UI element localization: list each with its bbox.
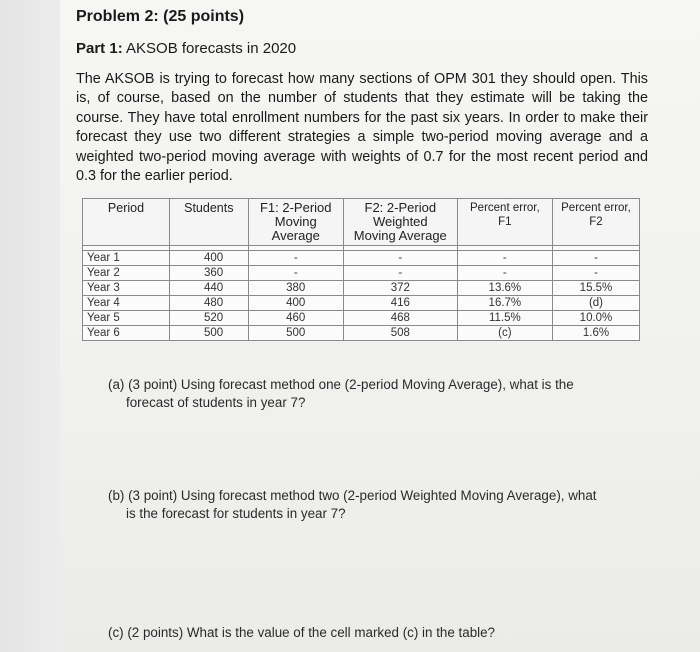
table-row bbox=[83, 251, 640, 266]
table-row bbox=[83, 326, 640, 341]
cell-f2: 508 bbox=[343, 326, 457, 341]
cell-pe1: - bbox=[457, 251, 552, 266]
cell-f2: - bbox=[343, 266, 457, 281]
header-f2: F2: 2-Period Weighted Moving Average bbox=[343, 199, 457, 246]
cell-students: 480 bbox=[169, 296, 248, 311]
left-margin-shadow bbox=[0, 0, 60, 652]
table-row bbox=[83, 311, 640, 326]
cell-pe2: (d) bbox=[552, 296, 639, 311]
table-row bbox=[83, 296, 640, 311]
part-text: AKSOB forecasts in 2020 bbox=[126, 40, 297, 57]
cell-f1: 380 bbox=[248, 281, 343, 296]
cell-period: Year 3 bbox=[83, 281, 170, 296]
table-row bbox=[83, 281, 640, 296]
cell-f1: 400 bbox=[248, 296, 343, 311]
cell-period: Year 2 bbox=[83, 266, 170, 281]
cell-period: Year 5 bbox=[83, 311, 170, 326]
cell-pe1: 13.6% bbox=[457, 281, 552, 296]
cell-pe1: (c) bbox=[457, 326, 552, 341]
part-heading bbox=[76, 40, 296, 57]
part-label: Part 1: bbox=[76, 40, 123, 57]
cell-period: Year 6 bbox=[83, 326, 170, 341]
cell-f2: 416 bbox=[343, 296, 457, 311]
cell-f2: - bbox=[343, 251, 457, 266]
cell-f2: 468 bbox=[343, 311, 457, 326]
cell-period: Year 1 bbox=[83, 251, 170, 266]
cell-students: 520 bbox=[169, 311, 248, 326]
cell-pe1: - bbox=[457, 266, 552, 281]
cell-pe2: 15.5% bbox=[552, 281, 639, 296]
cell-pe2: - bbox=[552, 266, 639, 281]
cell-students: 440 bbox=[169, 281, 248, 296]
cell-f2: 372 bbox=[343, 281, 457, 296]
cell-pe2: 1.6% bbox=[552, 326, 639, 341]
header-students: Students bbox=[169, 199, 248, 246]
cell-f1: - bbox=[248, 251, 343, 266]
cell-f1: 460 bbox=[248, 311, 343, 326]
cell-students: 400 bbox=[169, 251, 248, 266]
intro-paragraph: The AKSOB is trying to forecast how many sections of OPM 301 they should open. This is, of course, based on the number of students that they estimate will be taking the course. They have total enrollment numbers for the past six years. In order to make their forecast they use two different strategies a simple two-period moving average and a weighted two-period moving average with weights of 0.7 for the most recent period and 0.3 for the earlier period. bbox=[76, 71, 648, 185]
cell-students: 500 bbox=[169, 326, 248, 341]
header-percent-error-f2: Percent error, F2 bbox=[552, 199, 639, 246]
cell-f1: 500 bbox=[248, 326, 343, 341]
cell-pe1: 16.7% bbox=[457, 296, 552, 311]
problem-title: Problem 2: (25 points) bbox=[76, 8, 245, 25]
table-header-row bbox=[83, 199, 640, 246]
cell-pe2: - bbox=[552, 251, 639, 266]
cell-f1: - bbox=[248, 266, 343, 281]
cell-period: Year 4 bbox=[83, 296, 170, 311]
table-row bbox=[83, 266, 640, 281]
question-c: (c) (2 points) What is the value of the cell marked (c) in the table? bbox=[108, 625, 496, 640]
question-a: (a) (3 point) Using forecast method one (2-period Moving Average), what is the forecast of students in year 7? bbox=[108, 377, 574, 410]
header-f1: F1: 2-Period Moving Average bbox=[248, 199, 343, 246]
cell-pe2: 10.0% bbox=[552, 311, 639, 326]
enrollment-table bbox=[82, 198, 640, 341]
header-percent-error-f1: Percent error, F1 bbox=[457, 199, 552, 246]
cell-pe1: 11.5% bbox=[457, 311, 552, 326]
header-period: Period bbox=[83, 199, 170, 246]
cell-students: 360 bbox=[169, 266, 248, 281]
question-b: (b) (3 point) Using forecast method two (2-period Weighted Moving Average), what is the forecast for students in year 7? bbox=[108, 488, 597, 521]
